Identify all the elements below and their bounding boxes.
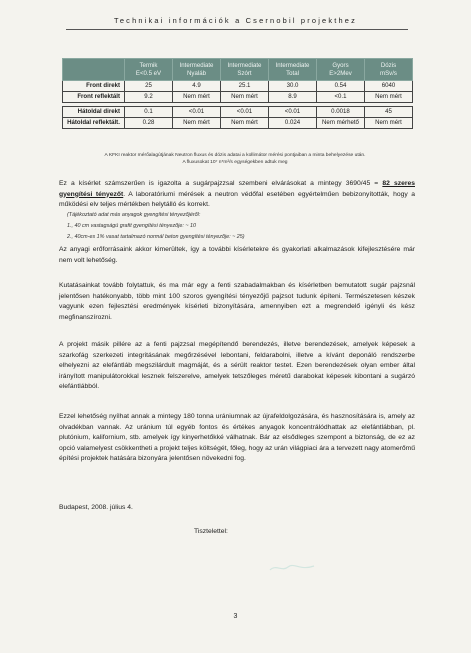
emphasis-gyengitesi-tenyezo: 82 szeres gyengítési tényezőt (59, 180, 415, 198)
table-header-cell: Intermediate Total (269, 59, 317, 81)
table-cell: 6040 (365, 81, 413, 92)
row-label: Front direkt (63, 81, 125, 92)
paragraph-5: Ezzel lehetőség nyílhat annak a mintegy 180 tonna urániumnak az újrafeldolgozására, és hasznosítására is, amely az olvadékban vannak. Az uránium túl egyéb fontos és értékes anyagok koncentrálódhattak az elefántlábban, pl. plutónium, kalifornium, stb. amelyek így kinyerhetőkké válhatnak. Bár az elsődleges szempont a biztonság, de ez az opció valamelyest csökkentheti a projekt teljes költségét, főleg, hogy az urán világpiaci ára a tervezett nagy atomerőmű építési projektek hatására bizonyára jelentősen növekedni fog. (59, 413, 415, 463)
table-cell: 25.1 (221, 81, 269, 92)
table-cell: Nem mérhető (317, 118, 365, 129)
table-row (63, 81, 413, 92)
table-cell: <0.1 (317, 92, 365, 103)
table-cell: 45 (365, 107, 413, 118)
table-header-cell: Gyors E>2Mev (317, 59, 365, 81)
table-caption-line-1: A KFKI reaktor mérőalagútjának Neutron fluxus és dózis adatai a kollimátor mérési pontjaiban a minta behelyezése után. (104, 153, 366, 158)
note-graphite: 1., 40 cm vastagságú grafit gyengítési tényezője: ~ 10 (67, 223, 197, 229)
table-row (63, 118, 413, 129)
row-label: Hátoldal direkt (63, 107, 125, 118)
table-header-cell: Intermediate Nyaláb (173, 59, 221, 81)
table-cell: Nem mért (365, 92, 413, 103)
table-cell: <0.01 (173, 107, 221, 118)
table-cell: Nem mért (221, 92, 269, 103)
table-row (63, 107, 413, 118)
table-header-row (63, 59, 413, 81)
table-cell: <0.01 (221, 107, 269, 118)
note-intro: (Tájékoztató adat más anyagok gyengítési tényezőjéről: (67, 212, 201, 218)
table-cell: 25 (125, 81, 173, 92)
table-header-cell (63, 59, 125, 81)
table-cell: 0.024 (269, 118, 317, 129)
table-cell: Nem mért (221, 118, 269, 129)
note-concrete: 2., 40cm-es 1% vasat tartalmazó normál beton gyengítési tényezője: ~ 25) (67, 234, 245, 240)
table-header-cell: Termik E<0.5 eV (125, 59, 173, 81)
table-cell: Nem mért (365, 118, 413, 129)
signature-mark (268, 563, 316, 575)
table-header-cell: Intermediate Szórt (221, 59, 269, 81)
table-caption-line-2: A fluxusokat 10⁷ n*m²/s egységekben adtuk meg (182, 160, 288, 165)
table-cell: 0.1 (125, 107, 173, 118)
table-row (63, 92, 413, 103)
table-cell: 30.0 (269, 81, 317, 92)
date-line: Budapest, 2008. július 4. (59, 504, 133, 511)
paragraph-4: A projekt másik pillére az a fenti pajzzsal megépítendő berendezés, illetve berendezések, amelyek képesek a szarkofág szerkezeti integritásának megőrzésével lebontani, feldarabolni, illetve a kívánt deponáló rendszerbe elhelyezni az elefántláb megszilárdult magmáját, és a sérült reaktor testet. Ezen berendezések olyan ember által irányított manipulátorokkal lesznek felszerelve, amelyek tetszőleges méretű darabokat képesek kibontani a sugárzó elefántlábból. (59, 341, 415, 391)
paragraph-1: Ez a kísérlet számszerűen is igazolta a sugárpajzzsal szembeni elvárásokat a mintegy 3690/45 = 82 szeres gyengítési tényezőt. A laboratóriumi mérések a neutron védőfal esetében egyértelműen bebizonyították, hogy a működési elv teljes mértékben helytálló és korrekt. (59, 180, 416, 209)
table-cell: 0.28 (125, 118, 173, 129)
paragraph-2: Az anyagi erőforrásaink akkor kimerültek, így a további kísérletekre és gyakorlati alkalmazások kifejlesztésére már nem volt lehetőség. (59, 246, 415, 264)
table-cell: 0.54 (317, 81, 365, 92)
table-header-cell: Dózis mSv/s (365, 59, 413, 81)
table-cell: 9.2 (125, 92, 173, 103)
table-cell: <0.01 (269, 107, 317, 118)
row-label: Front reflektált (63, 92, 125, 103)
table-cell: Nem mért (173, 118, 221, 129)
paragraph-3: Kutatásainkat tovább folytattuk, és ma már egy a fenti szabadalmakban és kísérletben bemutatott sugár pajzsnál jelentősen hatékonyabb, több mint 100 szoros gyengítési tényezőjű pajzsot tudunk építeni. Természetesen készek vagyunk ezen fejlesztési eredmények kísérleti bizonyítására, amennyiben ezt a megrendelő igényli és kész megfinanszírozni. (59, 282, 415, 321)
table-cell: 4.9 (173, 81, 221, 92)
page-header: Technikai információk a Csernobil projekthez (113, 16, 358, 25)
neutron-flux-table (62, 58, 413, 129)
page-number: 3 (233, 613, 238, 620)
table-cell: Nem mért (173, 92, 221, 103)
header-rule (66, 29, 408, 30)
table-cell: 8.9 (269, 92, 317, 103)
table-cell: 0.0018 (317, 107, 365, 118)
closing-line: Tisztelettel: (194, 528, 228, 535)
row-label: Hátoldal reflektált. (63, 118, 125, 129)
